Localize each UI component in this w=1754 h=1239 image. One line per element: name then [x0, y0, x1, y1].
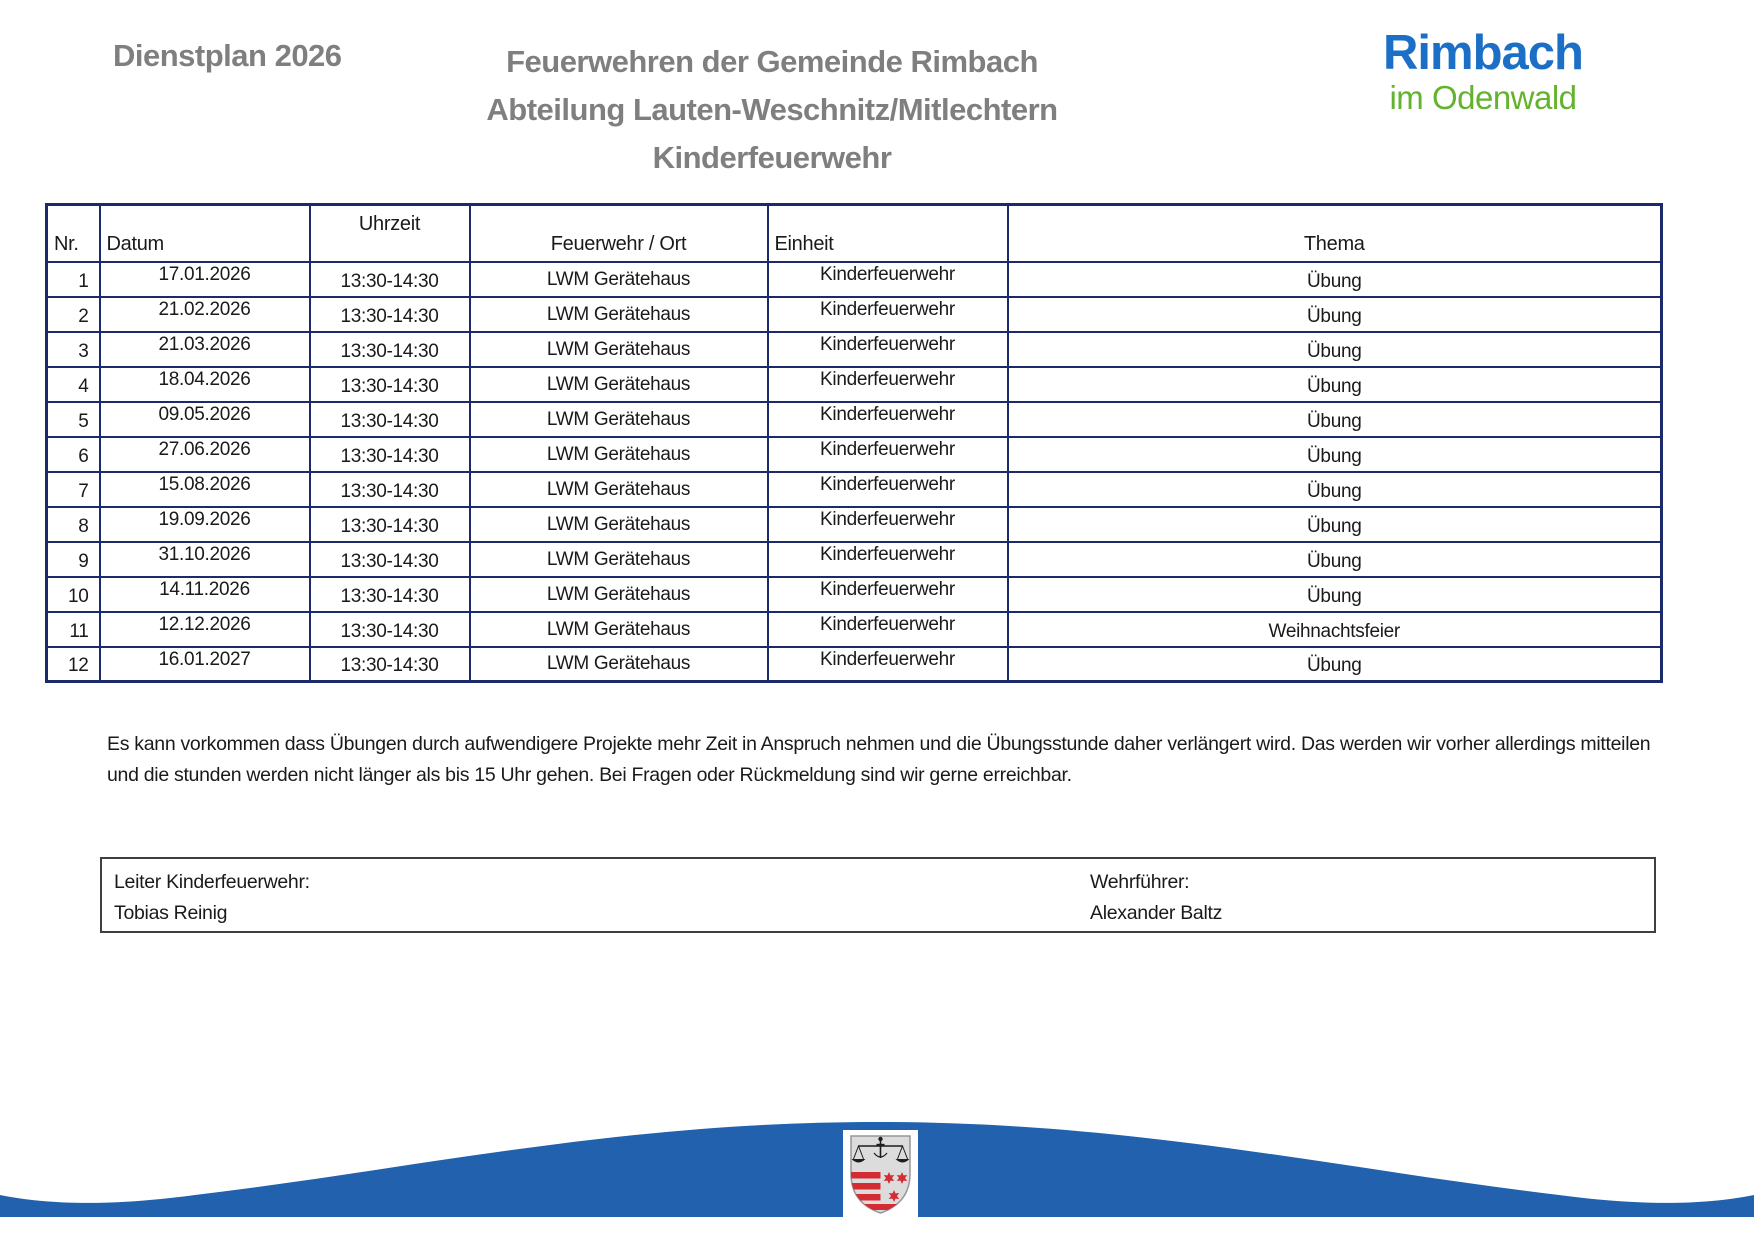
cell-datum: 21.02.2026 [100, 297, 310, 332]
table-row [47, 332, 1662, 367]
table-row [47, 507, 1662, 542]
cell-ort: LWM Gerätehaus [470, 367, 768, 402]
table-row [47, 542, 1662, 577]
cell-ort: LWM Gerätehaus [470, 507, 768, 542]
plan-title: Dienstplan 2026 [113, 38, 342, 73]
cell-nr: 7 [47, 472, 100, 507]
cell-datum: 15.08.2026 [100, 472, 310, 507]
cell-thema: Übung [1008, 472, 1662, 507]
cell-einheit: Kinderfeuerwehr [768, 472, 1008, 507]
cell-nr: 2 [47, 297, 100, 332]
cell-datum: 09.05.2026 [100, 402, 310, 437]
logo-subtitle: im Odenwald [1389, 79, 1577, 117]
column-header-thema: Thema [1008, 205, 1662, 262]
cell-nr: 9 [47, 542, 100, 577]
org-title-block [0, 38, 1544, 182]
cell-thema: Übung [1008, 402, 1662, 437]
table-row [47, 612, 1662, 647]
cell-nr: 3 [47, 332, 100, 367]
cell-nr: 8 [47, 507, 100, 542]
cell-datum: 27.06.2026 [100, 437, 310, 472]
leader-name: Tobias Reinig [114, 902, 228, 924]
cell-uhrzeit: 13:30-14:30 [310, 262, 470, 297]
cell-einheit: Kinderfeuerwehr [768, 332, 1008, 367]
cell-einheit: Kinderfeuerwehr [768, 647, 1008, 682]
signature-right [1090, 867, 1222, 929]
cell-datum: 16.01.2027 [100, 647, 310, 682]
cell-thema: Übung [1008, 647, 1662, 682]
cell-einheit: Kinderfeuerwehr [768, 402, 1008, 437]
cell-thema: Übung [1008, 262, 1662, 297]
cell-uhrzeit: 13:30-14:30 [310, 402, 470, 437]
logo-wordmark: Rimbach [1383, 26, 1583, 80]
cell-ort: LWM Gerätehaus [470, 472, 768, 507]
signature-box [100, 857, 1656, 933]
cell-uhrzeit: 13:30-14:30 [310, 612, 470, 647]
rimbach-logo [1358, 28, 1608, 116]
note-text: Es kann vorkommen dass Übungen durch aufwendigere Projekte mehr Zeit in Anspruch nehmen und die Übungsstunde daher verlängert wird. Das werden wir vorher allerdings mitteilen und die stunden werden nicht länger als bis 15 Uhr gehen. Bei Fragen oder Rückmeldung sind wir gerne erreichbar. [107, 733, 1651, 786]
cell-ort: LWM Gerätehaus [470, 402, 768, 437]
cell-einheit: Kinderfeuerwehr [768, 367, 1008, 402]
cell-nr: 11 [47, 612, 100, 647]
cell-thema: Übung [1008, 332, 1662, 367]
column-header-datum: Datum [100, 205, 310, 262]
cell-nr: 5 [47, 402, 100, 437]
cell-nr: 6 [47, 437, 100, 472]
cell-uhrzeit: 13:30-14:30 [310, 507, 470, 542]
column-header-einheit: Einheit [768, 205, 1008, 262]
cell-uhrzeit: 13:30-14:30 [310, 542, 470, 577]
cell-thema: Übung [1008, 437, 1662, 472]
coat-of-arms-shield [843, 1130, 918, 1218]
cell-ort: LWM Gerätehaus [470, 647, 768, 682]
schedule-table-header [47, 205, 1662, 262]
schedule-table-body [47, 262, 1662, 682]
coat-of-arms [843, 1130, 918, 1218]
cell-uhrzeit: 13:30-14:30 [310, 647, 470, 682]
cell-einheit: Kinderfeuerwehr [768, 507, 1008, 542]
cell-ort: LWM Gerätehaus [470, 332, 768, 367]
table-row [47, 647, 1662, 682]
cell-uhrzeit: 13:30-14:30 [310, 577, 470, 612]
cell-einheit: Kinderfeuerwehr [768, 577, 1008, 612]
column-header-uhrzeit: Uhrzeit [310, 205, 470, 262]
cell-einheit: Kinderfeuerwehr [768, 437, 1008, 472]
cell-ort: LWM Gerätehaus [470, 612, 768, 647]
column-header-nr: Nr. [47, 205, 100, 262]
cell-datum: 18.04.2026 [100, 367, 310, 402]
org-line-1: Feuerwehren der Gemeinde Rimbach [506, 44, 1038, 79]
table-row [47, 437, 1662, 472]
cell-thema: Übung [1008, 507, 1662, 542]
cell-nr: 10 [47, 577, 100, 612]
org-line-2: Abteilung Lauten-Weschnitz/Mitlechtern [486, 92, 1058, 127]
cell-nr: 4 [47, 367, 100, 402]
cell-ort: LWM Gerätehaus [470, 542, 768, 577]
table-row [47, 577, 1662, 612]
cell-ort: LWM Gerätehaus [470, 577, 768, 612]
cell-datum: 31.10.2026 [100, 542, 310, 577]
cell-ort: LWM Gerätehaus [470, 437, 768, 472]
table-row [47, 472, 1662, 507]
cell-datum: 14.11.2026 [100, 577, 310, 612]
cell-uhrzeit: 13:30-14:30 [310, 437, 470, 472]
signature-left [114, 867, 310, 929]
column-header-ort: Feuerwehr / Ort [470, 205, 768, 262]
cell-nr: 12 [47, 647, 100, 682]
cell-datum: 21.03.2026 [100, 332, 310, 367]
table-row [47, 297, 1662, 332]
cell-einheit: Kinderfeuerwehr [768, 612, 1008, 647]
cell-ort: LWM Gerätehaus [470, 297, 768, 332]
cell-uhrzeit: 13:30-14:30 [310, 332, 470, 367]
cell-datum: 12.12.2026 [100, 612, 310, 647]
leader-role-label: Leiter Kinderfeuerwehr: [114, 871, 310, 893]
cell-thema: Übung [1008, 577, 1662, 612]
cell-uhrzeit: 13:30-14:30 [310, 472, 470, 507]
cell-ort: LWM Gerätehaus [470, 262, 768, 297]
cell-datum: 17.01.2026 [100, 262, 310, 297]
cell-uhrzeit: 13:30-14:30 [310, 367, 470, 402]
schedule-table [45, 203, 1663, 683]
wehrfuehrer-role-label: Wehrführer: [1090, 871, 1190, 893]
cell-thema: Weihnachtsfeier [1008, 612, 1662, 647]
cell-einheit: Kinderfeuerwehr [768, 542, 1008, 577]
cell-thema: Übung [1008, 367, 1662, 402]
table-row [47, 262, 1662, 297]
table-row [47, 402, 1662, 437]
cell-thema: Übung [1008, 542, 1662, 577]
cell-uhrzeit: 13:30-14:30 [310, 297, 470, 332]
cell-einheit: Kinderfeuerwehr [768, 262, 1008, 297]
org-line-3: Kinderfeuerwehr [652, 140, 892, 175]
cell-datum: 19.09.2026 [100, 507, 310, 542]
cell-thema: Übung [1008, 297, 1662, 332]
table-row [47, 367, 1662, 402]
cell-nr: 1 [47, 262, 100, 297]
wehrfuehrer-name: Alexander Baltz [1090, 902, 1223, 924]
cell-einheit: Kinderfeuerwehr [768, 297, 1008, 332]
